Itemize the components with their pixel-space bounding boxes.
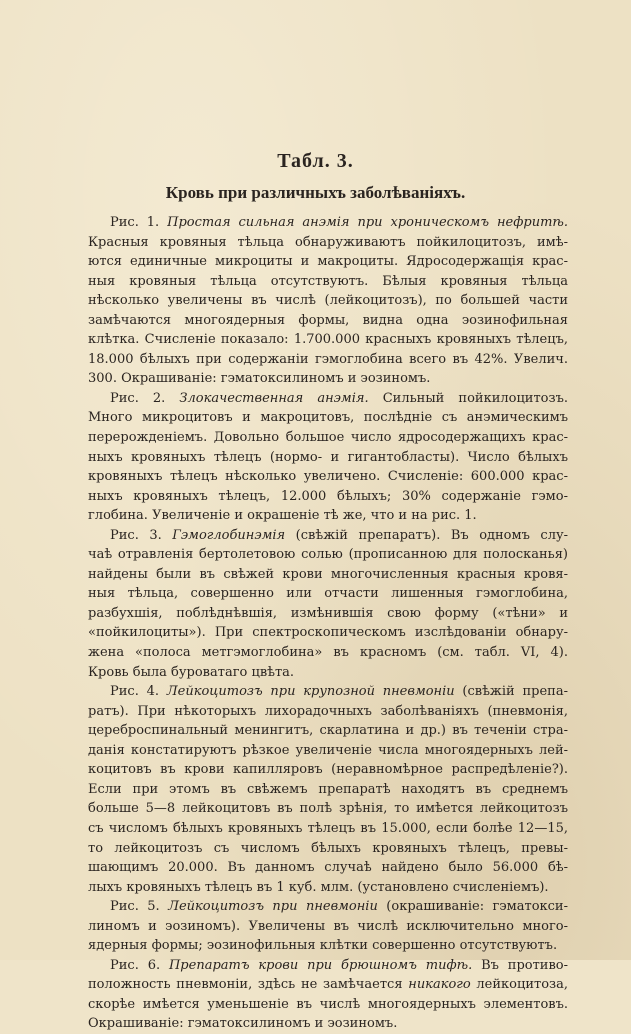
table-subtitle: Кровь при различныхъ заболѣваніяхъ.	[165, 183, 466, 202]
text-run: ются единичные микроциты и макроциты. Ядросодержащія крас-	[88, 254, 568, 270]
text-line	[88, 233, 568, 253]
italic-phrase: Простая сильная анэмія при хроническомъ нефритѣ.	[167, 215, 568, 230]
text-line	[88, 506, 568, 526]
italic-phrase: Лейкоцитозъ при пневмоніи	[168, 899, 378, 915]
text-line	[88, 604, 568, 624]
text-run: линомъ и эозиномъ). Увеличены въ числѣ исключительно много-	[88, 918, 568, 934]
text-run: «пойкилоциты»). При спектроскопическомъ изслѣдованіи обнару-	[88, 625, 568, 641]
text-run: глобина. Увеличеніе и окрашеніе тѣ же, что и на рис. 1.	[88, 508, 477, 524]
text-line	[88, 956, 568, 976]
text-run: кровяныхъ тѣлецъ нѣсколько увеличено. Счисленіе: 600.000 крас-	[88, 469, 568, 485]
text-run: чаѣ отравленія бертолетовою солью (прописанною для полосканья)	[88, 547, 568, 563]
text-line	[88, 643, 568, 663]
text-line	[88, 975, 568, 995]
text-line	[88, 663, 568, 683]
text-line	[88, 858, 568, 878]
text-line	[88, 487, 568, 507]
text-line	[88, 780, 568, 800]
text-run: 18.000 бѣлыхъ при содержаніи гэмоглобина всего въ 42%. Увелич.	[88, 351, 568, 367]
text-run: ныхъ кровяныхъ тѣлецъ, 12.000 бѣлыхъ; 30% содержаніе гэмо-	[88, 488, 568, 504]
text-line	[88, 702, 568, 722]
text-run: замѣчаются многоядерныя формы, видна одна эозинофильная	[88, 312, 568, 328]
text-run: нѣсколько увеличены въ числѣ (лейкоцитозъ), по большей части	[88, 293, 568, 309]
text-run: Рис. 2.	[110, 390, 180, 406]
text-run: Красныя кровяныя тѣльца обнаруживаютъ пойкилоцитозъ, имѣ-	[88, 234, 568, 250]
italic-phrase: Злокачественная анэмія.	[179, 390, 369, 406]
text-line	[88, 389, 568, 409]
text-run: ратъ). При нѣкоторыхъ лихорадочныхъ заболѣваніяхъ (пневмонія,	[88, 703, 568, 719]
text-line	[88, 839, 568, 859]
text-line	[88, 741, 568, 761]
text-run: (свѣжій препа-	[454, 684, 568, 700]
text-line	[88, 917, 568, 937]
text-run: лыхъ кровяныхъ тѣлецъ въ 1 куб. млм. (установлено счисленіемъ).	[88, 879, 549, 895]
text-run: лейкоцитоза,	[470, 977, 568, 993]
text-run: найдены были въ свѣжей крови многочисленныя красныя кровя-	[88, 566, 568, 582]
text-line	[88, 428, 568, 448]
text-line	[88, 272, 568, 292]
italic-phrase: никакого	[408, 977, 471, 993]
text-run: ныя тѣльца, совершенно или отчасти лишенныя гэмоглобина,	[88, 586, 568, 602]
text-run: клѣтка. Счисленіе показало: 1.700.000 красныхъ кровяныхъ тѣлецъ,	[88, 332, 568, 348]
text-run: шающимъ 20.000. Въ данномъ случаѣ найдено было 56.000 бѣ-	[88, 860, 568, 876]
text-run: Рис. 3.	[110, 527, 173, 543]
text-line	[88, 897, 568, 917]
text-line	[88, 995, 568, 1015]
italic-phrase: Препаратъ крови при брюшномъ тифѣ.	[168, 957, 473, 973]
text-run: Окрашиваніе: гэматоксилиномъ и эозиномъ.	[88, 1016, 398, 1032]
text-run: ныхъ кровяныхъ тѣлецъ (нормо- и гигантобласты). Число бѣлыхъ	[88, 449, 568, 465]
text-line	[88, 584, 568, 604]
text-line	[88, 799, 568, 819]
text-line	[88, 408, 568, 428]
text-run: ядерныя формы; эозинофильныя клѣтки совершенно отсутствуютъ.	[88, 938, 558, 954]
text-run: 300. Окрашиваніе: гэматоксилиномъ и эозиномъ.	[88, 371, 431, 387]
text-run: скорѣе имѣется уменьшеніе въ числѣ многоядерныхъ элементовъ.	[88, 996, 568, 1012]
text-line	[88, 213, 568, 233]
text-run: положность пневмоніи, здѣсь не замѣчается	[88, 977, 409, 993]
text-run: жена «полоса метгэмоглобина» въ красномъ (см. табл. VI, 4).	[88, 645, 568, 661]
text-run: цереброспинальный менингитъ, скарлатина и др.) въ теченіи стра-	[88, 723, 568, 739]
text-line	[88, 878, 568, 898]
italic-phrase: Лейкоцитозъ при крупозной пневмоніи	[166, 684, 455, 700]
text-run: Если при этомъ въ свѣжемъ препаратѣ находятъ въ среднемъ	[88, 781, 568, 797]
text-run: Рис. 1.	[110, 215, 168, 230]
text-line	[88, 350, 568, 370]
text-run: (свѣжій препаратъ). Въ одномъ слу-	[285, 527, 568, 543]
text-run: Рис. 6.	[110, 957, 169, 973]
text-line	[88, 819, 568, 839]
text-run: коцитовъ въ крови капилляровъ (неравномѣрное распредѣленіе?).	[88, 762, 568, 778]
text-line	[88, 448, 568, 468]
text-line	[88, 760, 568, 780]
text-line	[88, 252, 568, 272]
italic-phrase: Гэмоглобинэмія	[172, 527, 286, 543]
text-run: Сильный пойкилоцитозъ.	[368, 390, 568, 406]
table-title: Табл. 3.	[277, 150, 354, 172]
text-run: то лейкоцитозъ съ числомъ бѣлыхъ кровяныхъ тѣлецъ, превы-	[88, 840, 568, 856]
text-line	[88, 311, 568, 331]
text-run: съ числомъ бѣлыхъ кровяныхъ тѣлецъ въ 15.000, если болѣе 12—15,	[88, 820, 568, 836]
text-line	[88, 682, 568, 702]
text-run: данія констатируютъ рѣзкое увеличеніе числа многоядерныхъ лей-	[88, 742, 568, 758]
text-line	[88, 1014, 568, 1034]
text-run: ныя кровяныя тѣльца отсутствуютъ. Бѣлыя кровяныя тѣльца	[88, 273, 568, 289]
text-line	[88, 330, 568, 350]
body-text	[88, 213, 568, 1034]
text-line	[88, 721, 568, 741]
text-line	[88, 936, 568, 956]
text-line	[88, 467, 568, 487]
text-run: перерожденіемъ. Довольно большое число ядросодержащихъ крас-	[88, 430, 568, 446]
text-run: Въ противо-	[472, 957, 568, 973]
text-line	[88, 565, 568, 585]
text-line	[88, 369, 568, 389]
text-run: разбухшія, поблѣднѣвшія, измѣнившія свою форму («тѣни» и	[88, 605, 568, 621]
text-run: (окрашиваніе: гэматокси-	[377, 899, 568, 915]
text-line	[88, 526, 568, 546]
text-line	[88, 623, 568, 643]
text-line	[88, 291, 568, 311]
text-run: Кровь была буроватаго цвѣта.	[88, 664, 295, 680]
text-line	[88, 545, 568, 565]
text-run: Много микроцитовъ и макроцитовъ, послѣдніе съ анэмическимъ	[88, 410, 568, 426]
text-run: Рис. 5.	[110, 899, 169, 915]
text-run: больше 5—8 лейкоцитовъ въ полѣ зрѣнія, то имѣется лейкоцитозъ	[88, 801, 568, 817]
text-run: Рис. 4.	[110, 684, 167, 700]
